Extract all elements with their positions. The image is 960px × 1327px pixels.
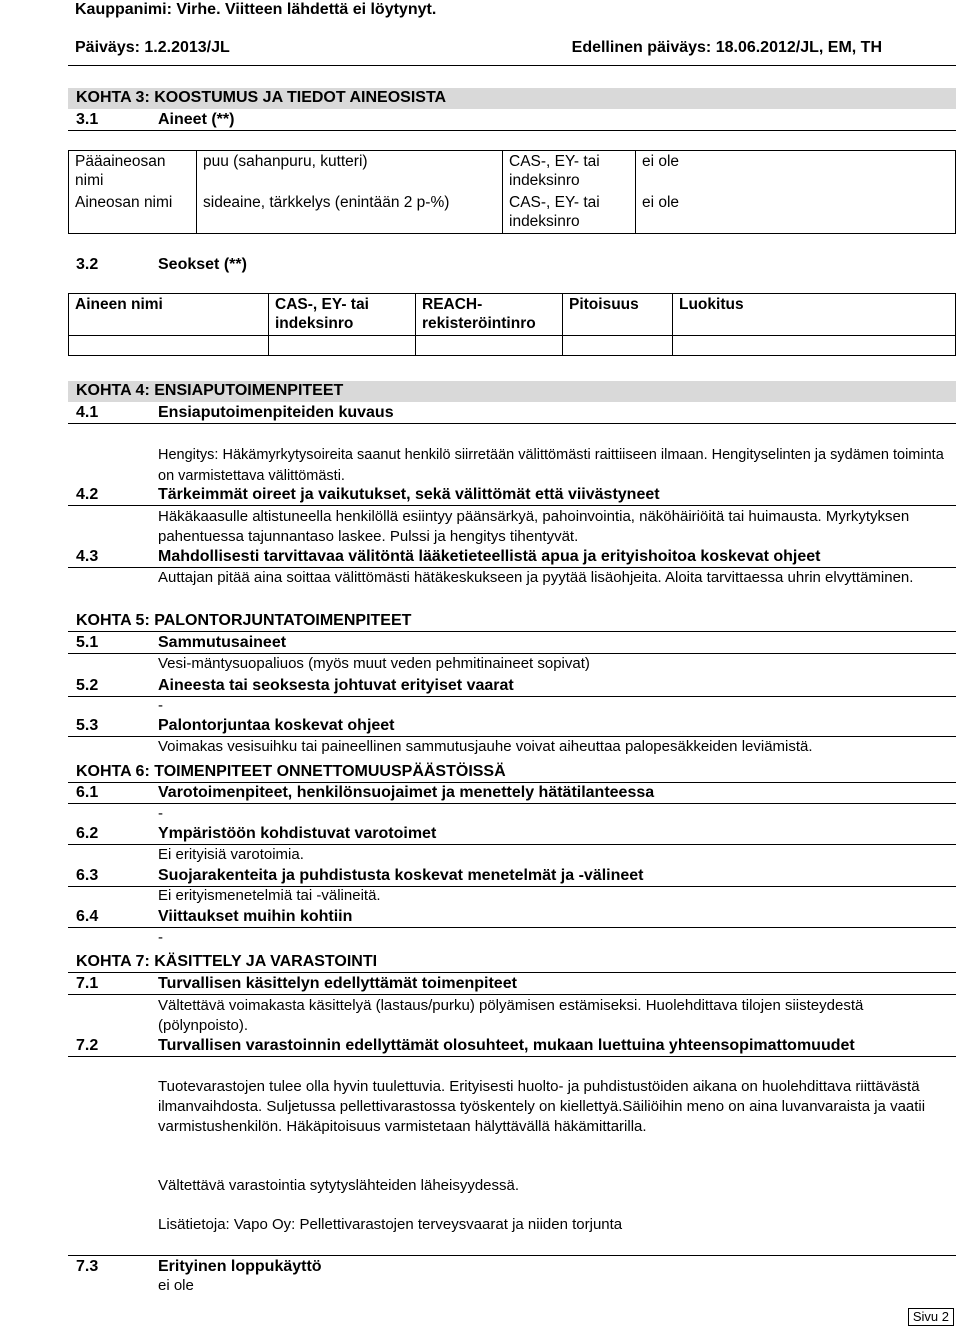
table-header-row [69, 294, 956, 336]
section-4-2-text: Häkäkaasulle altistuneella henkilöllä esiintyy päänsärkyä, pahoinvointia, näköhäiriöitä tai huimausta. Myrkytyksen pahentuessa tajunnantaso laskee. Pulssi ja hengitys tihentyvät. [158, 508, 910, 545]
col-header: REACH-rekisteröintinro [416, 294, 563, 336]
mixtures-table [68, 293, 956, 356]
section-7-2-paragraph-3: Lisätietoja: Vapo Oy: Pellettivarastojen terveysvaarat ja niiden torjunta [158, 1216, 623, 1233]
subsection-7-3: 7.3 Erityinen loppukäyttö [68, 1255, 956, 1278]
header-divider [68, 65, 956, 66]
subsection-5-2: 5.2 Aineesta tai seoksesta johtuvat erityiset vaarat [68, 676, 956, 697]
section-5-title: KOHTA 5: PALONTORJUNTATOIMENPITEET [68, 611, 956, 632]
subsection-7-1: 7.1 Turvallisen käsittelyn edellyttämät toimenpiteet [68, 974, 956, 995]
section-4-1-text: Hengitys: Häkämyrkytysoireita saanut henkilö siirretään välittömästi raittiiseen ilmaan. Hengityselinten ja sydämen toiminta on varmistettava välittömästi. [158, 447, 944, 484]
subsection-5-1: 5.1 Sammutusaineet [68, 633, 956, 654]
col-header: Aineen nimi [69, 294, 269, 336]
row-label: Pääaineosan nimi [69, 151, 197, 193]
subsection-7-2: 7.2 Turvallisen varastoinnin edellyttämät olosuhteet, mukaan luettuina yhteensopimattomuudet [68, 1036, 956, 1057]
subsection-6-1: 6.1 Varotoimenpiteet, henkilönsuojaimet ja menettely hätätilanteessa [68, 783, 956, 804]
subsection-4-2: 4.2 Tärkeimmät oireet ja vaikutukset, sekä välittömät että viivästyneet [68, 485, 956, 506]
date-line [75, 38, 952, 57]
cas-label: CAS-, EY- tai indeksinro [503, 151, 636, 193]
previous-date: Edellinen päiväys: 18.06.2012/JL, EM, TH [571, 39, 882, 56]
section-6-3-text: Ei erityismenetelmiä tai -välineitä. [158, 887, 381, 904]
subsection-6-4: 6.4 Viittaukset muihin kohtiin [68, 907, 956, 928]
trade-name: Kauppanimi: Virhe. Viitteen lähdettä ei löytynyt. [75, 1, 437, 18]
section-3-title: KOHTA 3: KOOSTUMUS JA TIEDOT AINEOSISTA [68, 88, 956, 109]
page-number: Sivu 2 [908, 1308, 954, 1326]
cas-value: ei ole [636, 151, 956, 193]
subsection-3-2: 3.2 Seokset (**) [76, 256, 247, 273]
substance-name: sideaine, tärkkelys (enintään 2 p-%) [197, 192, 503, 234]
subsection-5-3: 5.3 Palontorjuntaa koskevat ohjeet [68, 716, 956, 737]
cas-label: CAS-, EY- tai indeksinro [503, 192, 636, 234]
section-6-title: KOHTA 6: TOIMENPITEET ONNETTOMUUSPÄÄSTÖISSÄ [68, 762, 956, 783]
substance-name: puu (sahanpuru, kutteri) [197, 151, 503, 193]
section-6-2-text: Ei erityisiä varotoimia. [158, 846, 304, 863]
section-5-3-text: Voimakas vesisuihku tai paineellinen sammutusjauhe voivat aiheuttaa palopesäkkeiden leviämistä. [158, 738, 813, 755]
col-header: Pitoisuus [563, 294, 673, 336]
section-7-2-paragraph-1: Tuotevarastojen tulee olla hyvin tuulettuvia. Erityisesti huolto- ja puhdistustöiden aikana on huolehdittava riittävästä ilmanvaihdosta. Suljetussa pellettivarastossa työskentely on kiellettyä.Säiliöihin meno on aina luvanvaraista ja vaatii varmistushenkilön. Häkäpitoisuus varmistetaan hälyttävällä häkämittarilla. [158, 1078, 926, 1135]
subsection-4-3: 4.3 Mahdollisesti tarvittavaa välitöntä lääketieteellistä apua ja erityishoitoa koskevat ohjeet [68, 547, 956, 568]
section-4-title: KOHTA 4: ENSIAPUTOIMENPITEET [68, 381, 956, 402]
section-4-3-text: Auttajan pitää aina soittaa välittömästi hätäkeskukseen ja pyytää lisäohjeita. Aloita tarvittaessa uhrin elvyttäminen. [158, 569, 914, 586]
subsection-4-1: 4.1 Ensiaputoimenpiteiden kuvaus [68, 403, 956, 424]
table-row [69, 192, 956, 234]
date: Päiväys: 1.2.2013/JL [75, 39, 230, 56]
table-row [69, 151, 956, 193]
cas-value: ei ole [636, 192, 956, 234]
section-5-1-text: Vesi-mäntysuopaliuos (myös muut veden pehmitinaineet sopivat) [158, 655, 590, 672]
row-label: Aineosan nimi [69, 192, 197, 234]
section-7-2-paragraph-2: Vältettävä varastointia sytytyslähteiden läheisyydessä. [158, 1177, 520, 1194]
section-5-2-text: - [158, 697, 163, 714]
section-7-title: KOHTA 7: KÄSITTELY JA VARASTOINTI [68, 952, 956, 973]
section-7-3-text: ei ole [158, 1277, 194, 1294]
col-header: CAS-, EY- tai indeksinro [269, 294, 416, 336]
section-7-1-text: Vältettävä voimakasta käsittelyä (lastaus/purku) pölyämisen estämiseksi. Huolehdittava tilojen siisteydestä (pölynpoisto). [158, 997, 864, 1034]
substances-table [68, 150, 956, 234]
section-6-1-text: - [158, 805, 163, 822]
section-6-4-text: - [158, 929, 163, 946]
col-header: Luokitus [673, 294, 956, 336]
table-row [69, 336, 956, 356]
subsection-6-2: 6.2 Ympäristöön kohdistuvat varotoimet [68, 824, 956, 845]
subsection-6-3: 6.3 Suojarakenteita ja puhdistusta koskevat menetelmät ja -välineet [68, 866, 956, 887]
subsection-3-1: 3.1 Aineet (**) [68, 110, 956, 131]
